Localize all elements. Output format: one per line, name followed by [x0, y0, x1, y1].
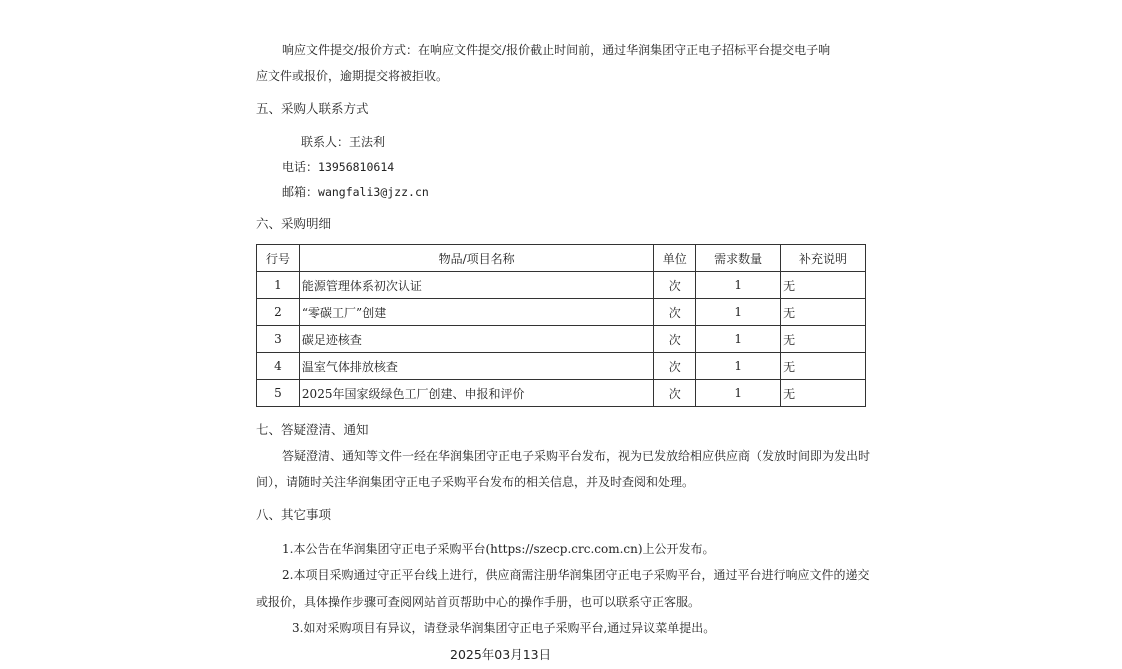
header-quantity: 需求数量	[696, 245, 781, 272]
email-value: wangfali3@jzz.cn	[318, 185, 429, 199]
table-row	[257, 272, 866, 299]
section-8-title: 八、其它事项	[256, 507, 332, 522]
cell-row-no: 5	[257, 380, 300, 407]
header-item-name: 物品/项目名称	[299, 245, 653, 272]
table-row	[257, 326, 866, 353]
email-label: 邮箱：	[282, 185, 319, 199]
header-note: 补充说明	[781, 245, 866, 272]
cell-unit: 次	[654, 353, 696, 380]
other-item-3: 3.如对采购项目有异议，请登录华润集团守正电子采购平台,通过异议菜单提出。	[292, 621, 716, 635]
cell-row-no: 4	[257, 353, 300, 380]
cell-note: 无	[781, 326, 866, 353]
cell-item-name: 碳足迹核查	[299, 326, 653, 353]
other-item-2-line-2: 或报价，具体操作步骤可查阅网站首页帮助中心的操作手册，也可以联系守正客服。	[256, 595, 701, 609]
other-item-1: 1.本公告在华润集团守正电子采购平台(https://szecp.crc.com.cn)上公开发布。	[282, 542, 715, 556]
table-row	[257, 380, 866, 407]
table-row	[257, 299, 866, 326]
section-6-title: 六、采购明细	[256, 216, 332, 231]
contact-person: 联系人：王法利	[301, 135, 386, 149]
header-unit: 单位	[654, 245, 696, 272]
document-date: 2025年03月13日	[450, 647, 552, 662]
cell-quantity: 1	[696, 299, 781, 326]
cell-unit: 次	[654, 326, 696, 353]
other-item-2-line-1: 2.本项目采购通过守正平台线上进行，供应商需注册华润集团守正电子采购平台，通过平台进行响应文件的递交	[282, 568, 870, 582]
cell-note: 无	[781, 380, 866, 407]
clarification-line-1: 答疑澄清、通知等文件一经在华润集团守正电子采购平台发布，视为已发放给相应供应商（发放时间即为发出时	[282, 449, 871, 463]
header-row-no: 行号	[257, 245, 300, 272]
contact-phone	[282, 159, 394, 175]
cell-unit: 次	[654, 380, 696, 407]
cell-row-no: 2	[257, 299, 300, 326]
cell-note: 无	[781, 353, 866, 380]
clarification-line-2: 间），请随时关注华润集团守正电子采购平台发布的相关信息，并及时查阅和处理。	[256, 475, 695, 489]
cell-item-name: “零碳工厂”创建	[299, 299, 653, 326]
phone-label: 电话：	[282, 160, 319, 174]
section-7-title: 七、答疑澄清、通知	[256, 422, 369, 437]
submission-method-line-2: 应文件或报价，逾期提交将被拒收。	[256, 69, 449, 83]
cell-quantity: 1	[696, 326, 781, 353]
table-row	[257, 353, 866, 380]
cell-unit: 次	[654, 272, 696, 299]
cell-row-no: 3	[257, 326, 300, 353]
cell-quantity: 1	[696, 272, 781, 299]
cell-item-name: 2025年国家级绿色工厂创建、申报和评价	[299, 380, 653, 407]
phone-value: 13956810614	[318, 160, 395, 174]
section-5-title: 五、采购人联系方式	[256, 101, 369, 116]
procurement-table	[256, 244, 866, 407]
cell-item-name: 能源管理体系初次认证	[299, 272, 653, 299]
contact-email	[282, 184, 429, 200]
cell-row-no: 1	[257, 272, 300, 299]
cell-quantity: 1	[696, 380, 781, 407]
cell-item-name: 温室气体排放核查	[299, 353, 653, 380]
cell-note: 无	[781, 299, 866, 326]
cell-quantity: 1	[696, 353, 781, 380]
cell-note: 无	[781, 272, 866, 299]
submission-method-line-1: 响应文件提交/报价方式：在响应文件提交/报价截止时间前，通过华润集团守正电子招标平台提交电子响	[282, 43, 831, 57]
table-header-row	[257, 245, 866, 272]
cell-unit: 次	[654, 299, 696, 326]
